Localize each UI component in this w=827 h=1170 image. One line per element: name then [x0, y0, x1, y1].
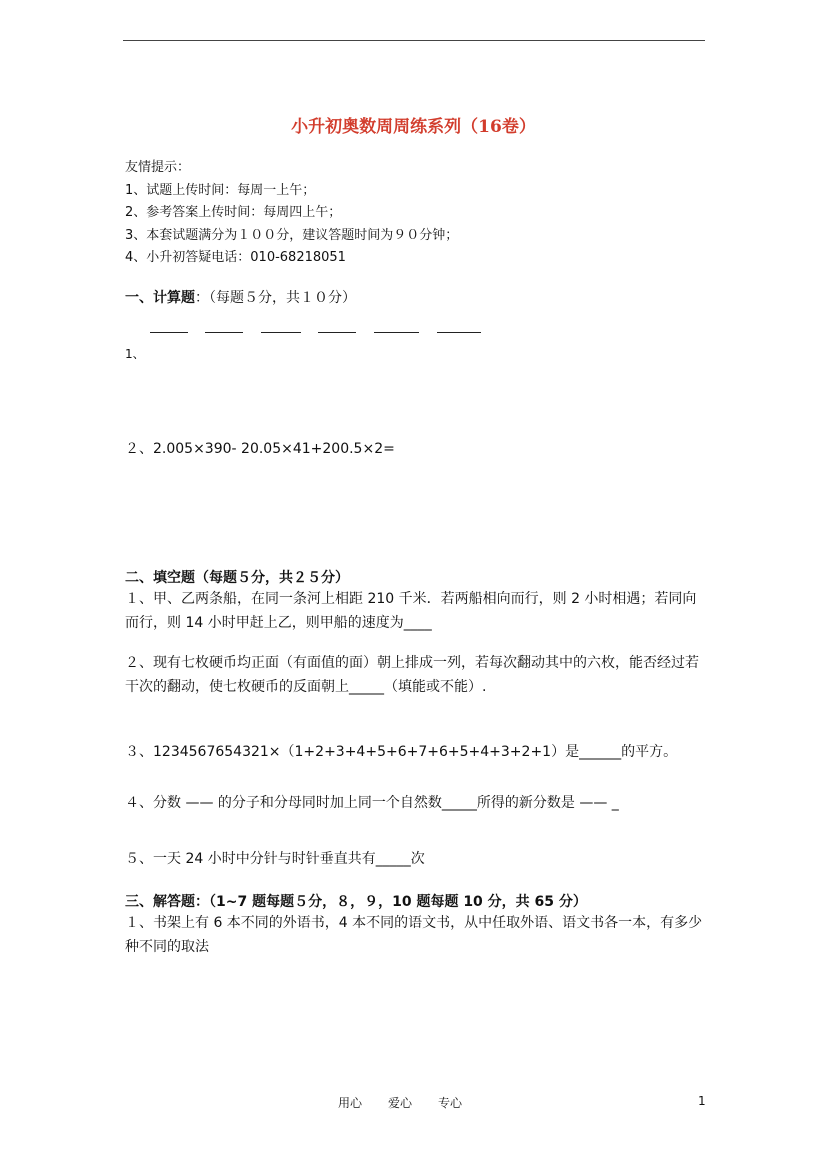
page-number: 1	[698, 1094, 706, 1108]
tip-item: 4、小升初答疑电话：010-68218051	[125, 250, 346, 265]
section3-heading: 三、解答题：（1~7 题每题５分，８，９，10 题每题 10 分，共 65 分）	[125, 894, 587, 910]
section1-title: 一、计算题	[125, 290, 195, 306]
s3-q1: １、书架上有 6 本不同的外语书，4 本不同的语文书，从中任取外语、语文书各一本，有多少种不同的取法	[125, 915, 703, 955]
fraction-line	[205, 332, 243, 333]
tip-item: 1、试题上传时间：每周一上午；	[125, 183, 316, 198]
s2-q4: ４、分数 —— 的分子和分母同时加上同一个自然数_____所得的新分数是 —— _	[125, 795, 619, 811]
fraction-line	[261, 332, 301, 333]
fraction-line	[374, 332, 419, 333]
section2-heading: 二、填空题（每题５分，共２５分）	[125, 570, 349, 586]
s2-q3: ３、1234567654321×（1+2+3+4+5+6+7+6+5+4+3+2+1）是______的平方。	[125, 744, 678, 760]
header-rule	[123, 40, 705, 41]
fraction-line	[437, 332, 481, 333]
tip-item: 2、参考答案上传时间：每周四上午；	[125, 205, 342, 220]
s2-q1: １、甲、乙两条船，在同一条河上相距 210 千米．若两船相向而行，则 2 小时相遇；若同向而行，则 14 小时甲赶上乙，则甲船的速度为____	[125, 591, 697, 631]
s2-q5: ５、一天 24 小时中分针与时针垂直共有_____次	[125, 851, 425, 867]
s1-q1-label: 1、	[125, 347, 145, 361]
s1-q2: ２、2.005×390- 20.05×41+200.5×2=	[125, 441, 395, 457]
footer-motto-2: 爱心	[388, 1096, 413, 1110]
s2-q2: ２、现有七枚硬币均正面（有面值的面）朝上排成一列，若每次翻动其中的六枚，能否经过若干次的翻动，使七枚硬币的反面朝上_____（填能或不能）.	[125, 655, 699, 695]
footer-motto-1: 用心	[338, 1096, 363, 1110]
footer-motto-3: 专心	[438, 1096, 463, 1110]
tips-heading: 友情提示：	[125, 160, 191, 175]
section1-note: ：（每题５分，共１０分）	[195, 290, 356, 306]
fraction-line	[318, 332, 356, 333]
section1-heading	[125, 287, 356, 309]
tip-item: 3、本套试题满分为１００分，建议答题时间为９０分钟；	[125, 228, 459, 243]
page-title: 小升初奥数周周练系列（16卷）	[291, 117, 536, 137]
fraction-line	[150, 332, 188, 333]
